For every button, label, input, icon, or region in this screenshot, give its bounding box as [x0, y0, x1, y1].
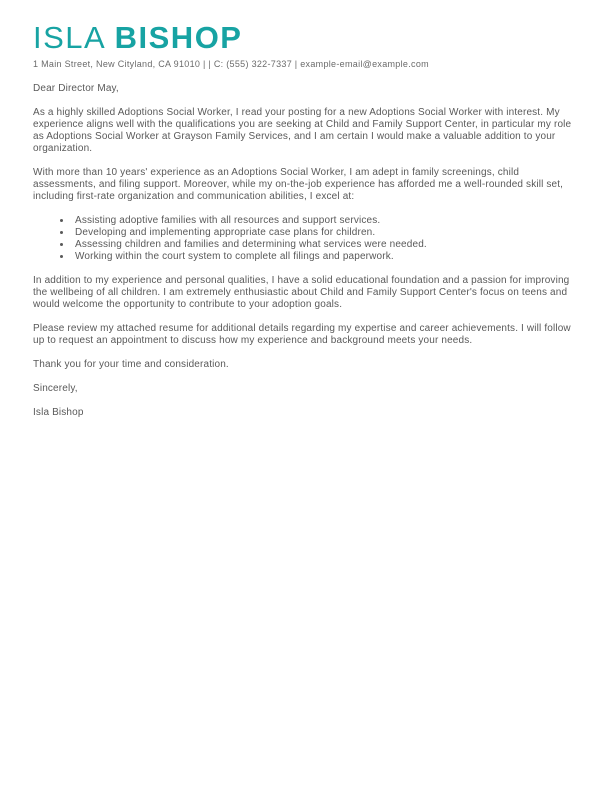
bullet-item: • Developing and implementing appropriate case plans for children.: [72, 227, 577, 239]
paragraph-education: In addition to my experience and personal qualities, I have a solid educational foundation and a passion for improving the wellbeing of all children. I am extremely enthusiastic about Child and Family Support Center's focus on teens and would welcome the opportunity to contribute to your adoption goals.: [33, 274, 570, 310]
candidate-name: [33, 22, 577, 55]
salutation: Dear Director May,: [33, 82, 119, 94]
candidate-last-name: BISHOP: [114, 20, 243, 55]
letterhead: [33, 22, 577, 69]
paragraph-experience: With more than 10 years' experience as an Adoptions Social Worker, I am adept in family screenings, child assessments, and filing support. Moreover, while my on-the-job experience has afforded me a well-rounded skill set, including first-rate organization and communication abilities, I excel at:: [33, 166, 564, 202]
candidate-first-name: ISLA: [33, 20, 105, 55]
signoff: Sincerely,: [33, 382, 78, 394]
signature-name: Isla Bishop: [33, 406, 84, 418]
paragraph-resume: Please review my attached resume for additional details regarding my expertise and career achievements. I will follow up to request an appointment to discuss how my experience and background meets your needs.: [33, 322, 571, 346]
bullet-item: • Assessing children and families and determining what services were needed.: [72, 239, 577, 251]
paragraph-thanks: Thank you for your time and consideration.: [33, 358, 229, 370]
bullet-item: • Working within the court system to complete all filings and paperwork.: [72, 251, 577, 263]
letter-body: [33, 83, 577, 419]
bullet-item: • Assisting adoptive families with all resources and support services.: [72, 215, 577, 227]
paragraph-intro: As a highly skilled Adoptions Social Worker, I read your posting for a new Adoptions Social Worker with interest. My experience aligns well with the qualifications you are seeking at Child and Family Support Center, in particular my role as Adoptions Social Worker at Grayson Family Services, and I am certain I would make a valuable addition to your organization.: [33, 106, 572, 154]
contact-line: 1 Main Street, New Cityland, CA 91010 | | C: (555) 322-7337 | example-email@example.com: [33, 58, 429, 69]
skills-bullet-list: [33, 215, 577, 263]
signature-block: [33, 383, 577, 419]
